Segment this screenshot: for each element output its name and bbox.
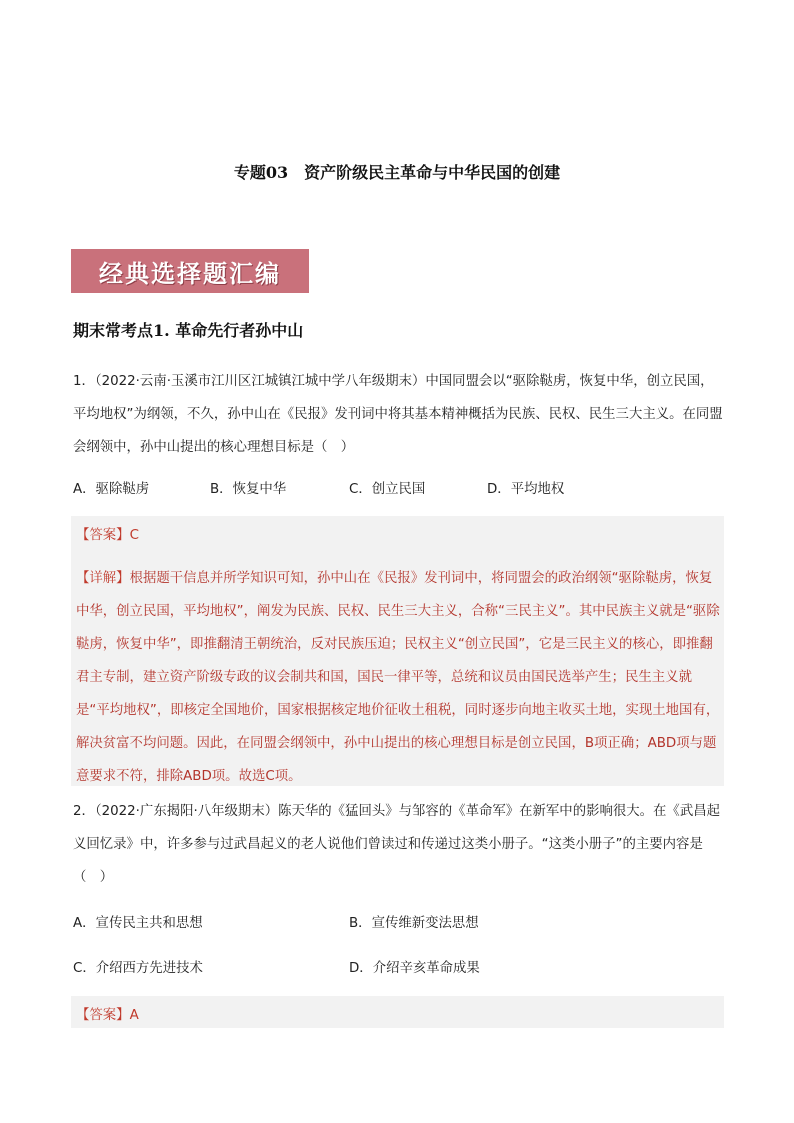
page-title: 专题03 资产阶级民主革命与中华民国的创建 [233,163,561,182]
q1-option-c: C．创立民国 [349,482,426,497]
q1-option-a: A．驱除鞑虏 [73,482,150,497]
q1-detail [76,562,721,793]
question-2-answer-box [71,996,724,1028]
question-2-stem: 2．（2022·广东揭阳·八年级期末）陈天华的《猛回头》与邹容的《革命军》在新军中的影响很大。在《武昌起义回忆录》中，许多参与过武昌起义的老人说他们曾读过和传递过这类小册子。“这类小册子”的主要内容是（ ） [73,804,720,885]
q1-detail-text: 根据题干信息并所学知识可知，孙中山在《民报》发刊词中，将同盟会的政治纲领“驱除鞑虏，恢复中华，创立民国，平均地权”，阐发为民族、民权、民生三大主义，合称“三民主义”。其中民族主义就是“驱除鞑虏，恢复中华”，即推翻清王朝统治，反对民族压迫；民权主义“创立民国”，它是三民主义的核心，即推翻君主专制，建立资产阶级专政的议会制共和国，国民一律平等，总统和议员由国民选举产生；民生主义就是“平均地权”，即核定全国地价，国家根据核定地价征收土租税，同时逐步向地主收买土地，实现土地国有，解决贫富不均问题。因此，在同盟会纲领中，孙中山提出的核心理想目标是创立民国，B项正确；ABD项与题意要求不符，排除ABD项。故选C项。 [76,571,720,784]
section-heading: 期末常考点1. 革命先行者孙中山 [73,321,304,340]
q1-detail-label: 【详解】 [76,571,130,586]
q2-answer-label: 【答案】 [76,1008,130,1023]
section-banner [71,249,309,293]
question-1-stem: 1．（2022·云南·玉溪市江川区江城镇江城中学八年级期末）中国同盟会以“驱除鞑虏，恢复中华，创立民国，平均地权”为纲领，不久，孙中山在《民报》发刊词中将其基本精神概括为民族、民权、民生三大主义。在同盟会纲领中，孙中山提出的核心理想目标是（ ） [73,374,723,455]
q1-answer-line [76,524,139,543]
q2-option-d: D．介绍辛亥革命成果 [349,961,480,976]
banner-label: 经典选择题汇编 [99,259,281,288]
q1-option-b: B．恢复中华 [210,482,287,497]
q1-answer-value: C [129,528,139,543]
question-2-options-row1 [73,912,723,942]
q1-option-d: D．平均地权 [487,482,565,497]
q2-option-a: A．宣传民主共和思想 [73,916,203,931]
q2-option-c: C．介绍西方先进技术 [73,961,203,976]
q2-option-b: B．宣传维新变法思想 [349,916,479,931]
question-2-options-row2 [73,957,723,987]
q1-answer-label: 【答案】 [76,528,130,543]
question-1-options [73,478,723,508]
q2-answer-value: A [129,1008,139,1023]
q2-answer-line [76,1004,139,1023]
question-1-answer-box [71,516,724,786]
